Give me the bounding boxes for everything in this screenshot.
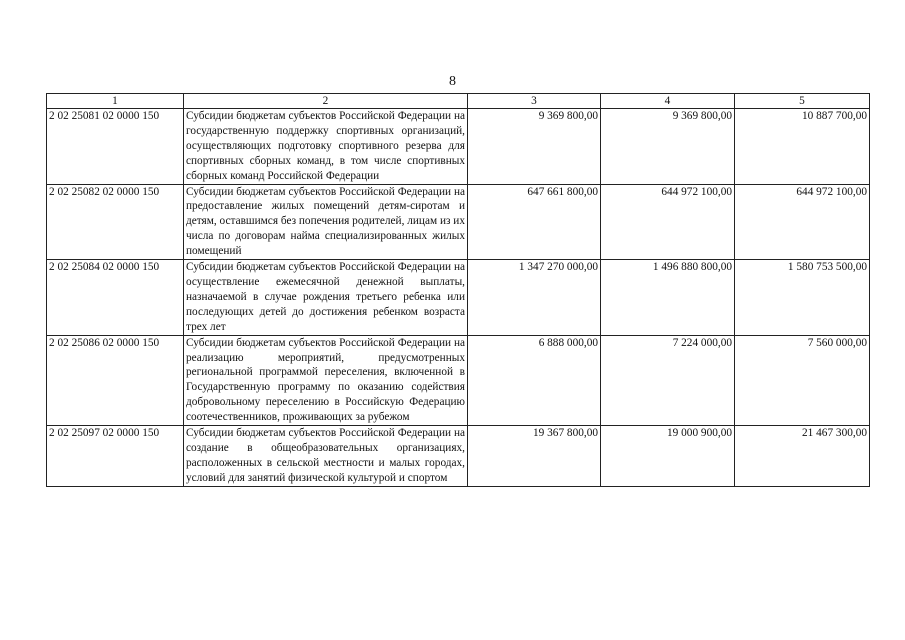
amount-column-5: 1 580 753 500,00 (735, 260, 870, 336)
amount-column-3: 647 661 800,00 (468, 184, 601, 260)
column-number-1: 1 (47, 94, 184, 109)
subsidy-description: Субсидии бюджетам субъектов Российской Федерации на государственную поддержку спортивных организаций, осуществляющих подготовку спортивного резерва для спортивных сборных команд, в том числе спортивных сборных команд Российской Федерации (184, 109, 468, 185)
column-number-5: 5 (735, 94, 870, 109)
page-number: 8 (449, 74, 456, 89)
table-row (47, 184, 870, 260)
classification-code: 2 02 25097 02 0000 150 (47, 426, 184, 487)
amount-column-5: 7 560 000,00 (735, 335, 870, 425)
classification-code: 2 02 25086 02 0000 150 (47, 335, 184, 425)
classification-code: 2 02 25082 02 0000 150 (47, 184, 184, 260)
subsidy-description: Субсидии бюджетам субъектов Российской Федерации на создание в общеобразовательных организациях, расположенных в сельской местности и малых городах, условий для занятий физической культурой и спортом (184, 426, 468, 487)
amount-column-5: 10 887 700,00 (735, 109, 870, 185)
amount-column-3: 19 367 800,00 (468, 426, 601, 487)
table-row (47, 426, 870, 487)
subsidy-description: Субсидии бюджетам субъектов Российской Федерации на предоставление жилых помещений детям-сиротам и детям, оставшимся без попечения родителей, лицам из их числа по договорам найма специализированных жилых помещений (184, 184, 468, 260)
classification-code: 2 02 25081 02 0000 150 (47, 109, 184, 185)
budget-table (46, 93, 870, 487)
table-row (47, 260, 870, 336)
amount-column-5: 21 467 300,00 (735, 426, 870, 487)
column-number-row (47, 94, 870, 109)
amount-column-4: 9 369 800,00 (601, 109, 735, 185)
table-row (47, 109, 870, 185)
amount-column-3: 9 369 800,00 (468, 109, 601, 185)
amount-column-5: 644 972 100,00 (735, 184, 870, 260)
column-number-3: 3 (468, 94, 601, 109)
subsidy-description: Субсидии бюджетам субъектов Российской Федерации на реализацию мероприятий, предусмотренных региональной программой переселения, включенной в Государственную программу по оказанию содействия добровольному переселению в Российскую Федерацию соотечественников, проживающих за рубежом (184, 335, 468, 425)
amount-column-4: 644 972 100,00 (601, 184, 735, 260)
amount-column-4: 7 224 000,00 (601, 335, 735, 425)
table-row (47, 335, 870, 425)
column-number-2: 2 (184, 94, 468, 109)
classification-code: 2 02 25084 02 0000 150 (47, 260, 184, 336)
subsidy-description: Субсидии бюджетам субъектов Российской Федерации на осуществление ежемесячной денежной выплаты, назначаемой в случае рождения третьего ребенка или последующих детей до достижения ребенком возраста трех лет (184, 260, 468, 336)
amount-column-4: 19 000 900,00 (601, 426, 735, 487)
amount-column-3: 1 347 270 000,00 (468, 260, 601, 336)
column-number-4: 4 (601, 94, 735, 109)
amount-column-3: 6 888 000,00 (468, 335, 601, 425)
amount-column-4: 1 496 880 800,00 (601, 260, 735, 336)
